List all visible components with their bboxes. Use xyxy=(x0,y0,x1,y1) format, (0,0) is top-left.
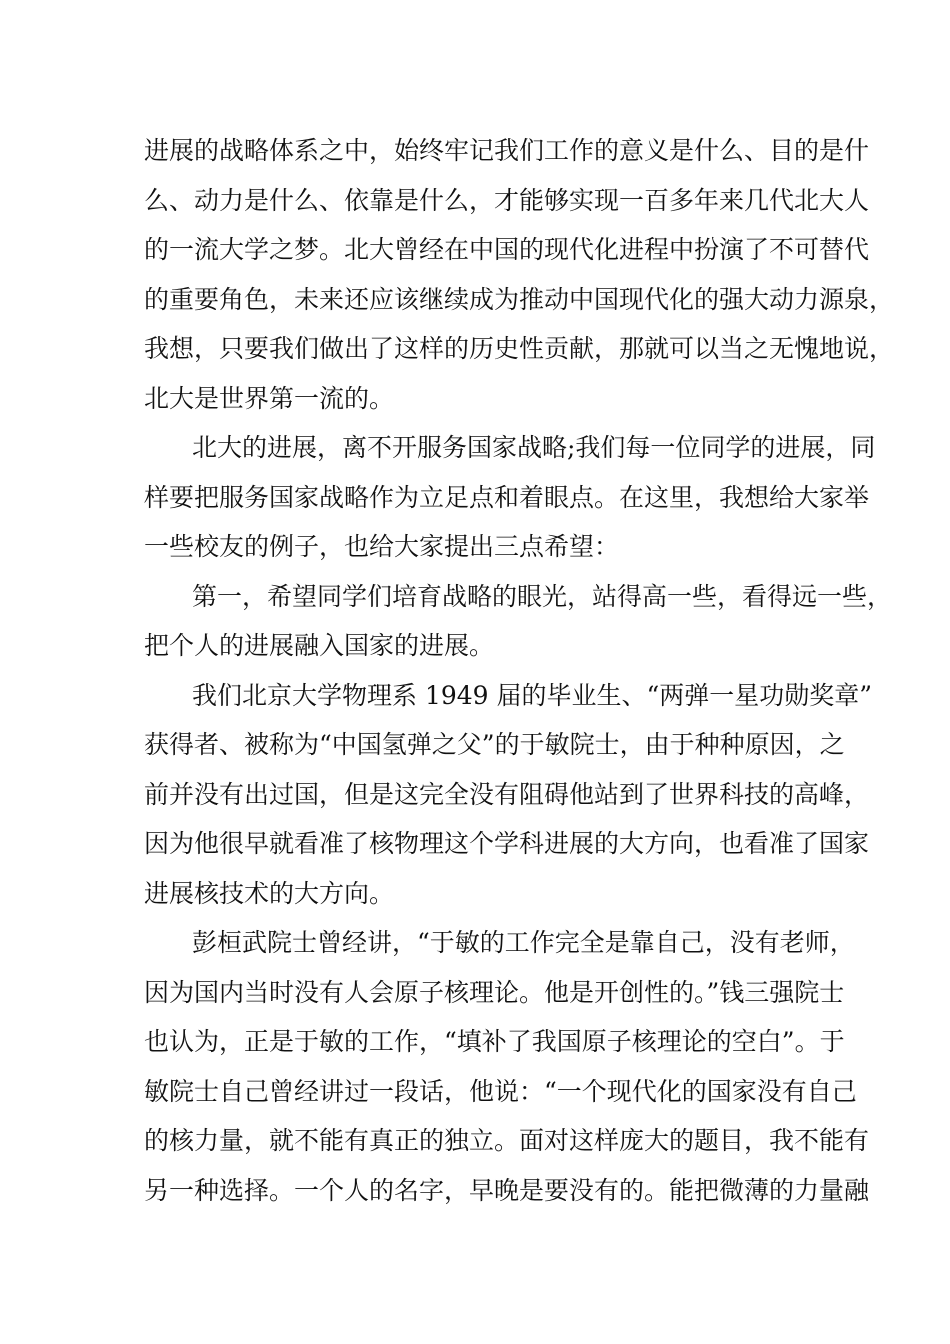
text-line: 因为他很早就看准了核物理这个学科进展的大方向，也看准了国家 xyxy=(144,829,870,858)
paragraph xyxy=(144,572,893,671)
paragraph xyxy=(144,423,876,572)
text-line: 彭桓武院士曾经讲，“于敏的工作完全是靠自己，没有老师， xyxy=(192,928,855,957)
text-line: 因为国内当时没有人会原子核理论。他是开创性的。”钱三强院士 xyxy=(144,977,845,1007)
text-line: 敏院士自己曾经讲过一段话，他说：“一个现代化的国家没有自己 xyxy=(144,1076,857,1106)
paragraph xyxy=(144,918,870,1215)
text-line: 的一流大学之梦。北大曾经在中国的现代化进程中扮演了不可替代 xyxy=(144,235,870,264)
document-body xyxy=(144,126,895,1215)
paragraph xyxy=(144,671,873,919)
text-line: 的重要角色，未来还应该继续成为推动中国现代化的强大动力源泉， xyxy=(144,284,895,314)
text-line: 的核力量，就不能有真正的独立。面对这样庞大的题目，我不能有 xyxy=(144,1126,870,1155)
text-line: 前并没有出过国，但是这完全没有阻碍他站到了世界科技的高峰， xyxy=(144,779,870,809)
text-line: 我想，只要我们做出了这样的历史性贡献，那就可以当之无愧地说， xyxy=(144,334,895,363)
text-line: 把个人的进展融入国家的进展。 xyxy=(144,631,495,660)
text-line: 北大的进展，离不开服务国家战略;我们每一位同学的进展，同 xyxy=(192,433,876,462)
text-line: 我们北京大学物理系 1949 届的毕业生、“两弹一星功勋奖章” xyxy=(192,680,873,710)
text-line: 第一，希望同学们培育战略的眼光，站得高一些，看得远一些， xyxy=(192,581,893,611)
text-line: 另一种选择。一个人的名字，早晚是要没有的。能把微薄的力量融 xyxy=(144,1175,870,1205)
text-line: 进展核技术的大方向。 xyxy=(144,878,395,908)
text-line: 一些校友的例子，也给大家提出三点希望： xyxy=(144,532,620,561)
text-line: 样要把服务国家战略作为立足点和着眼点。在这里，我想给大家举 xyxy=(144,482,870,512)
text-line: 获得者、被称为“中国氢弹之父”的于敏院士，由于种种原因，之 xyxy=(144,730,845,759)
paragraph xyxy=(144,126,895,423)
text-line: 进展的战略体系之中，始终牢记我们工作的意义是什么、目的是什 xyxy=(144,136,870,165)
text-line: 么、动力是什么、依靠是什么，才能够实现一百多年来几代北大人 xyxy=(144,185,870,215)
text-line: 北大是世界第一流的。 xyxy=(144,383,395,413)
text-line: 也认为，正是于敏的工作，“填补了我国原子核理论的空白”。于 xyxy=(144,1027,845,1056)
